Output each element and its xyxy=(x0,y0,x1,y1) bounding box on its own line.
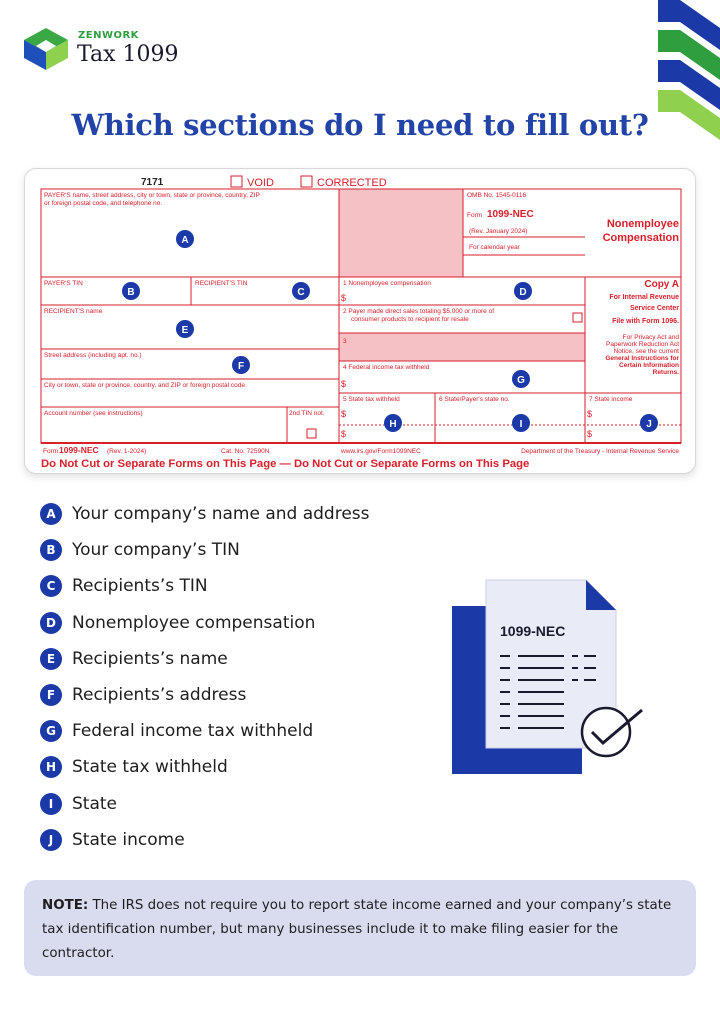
brand-company: ZENWORK xyxy=(78,30,139,41)
legend-text: Your company’s TIN xyxy=(72,540,240,561)
copy-a-line-2: Service Center xyxy=(629,305,679,312)
form-prefix: Form xyxy=(467,212,483,219)
svg-text:F: F xyxy=(237,361,245,372)
second-tin-label: 2nd TIN not. xyxy=(289,410,325,417)
legend-badge: H xyxy=(40,756,62,778)
doc-title: 1099-NEC xyxy=(500,623,566,639)
privacy-5: Certain Information xyxy=(619,362,679,369)
box5-dollar-2: $ xyxy=(341,429,347,439)
treasury-dept: Department of the Treasury - Internal Revenue Service xyxy=(521,448,679,455)
note-label: NOTE: xyxy=(42,898,89,913)
cat-number: Cat. No. 72590N xyxy=(221,448,270,455)
privacy-2: Paperwork Reduction Act xyxy=(606,341,679,348)
marker-g xyxy=(512,370,530,388)
marker-d xyxy=(514,282,532,300)
box6-label: 6 State/Payer's state no. xyxy=(439,396,510,403)
corrected-checkbox xyxy=(301,176,312,187)
svg-text:A: A xyxy=(181,235,189,246)
box5-dollar-1: $ xyxy=(341,409,347,419)
legend-item-g xyxy=(40,713,370,749)
irs-url: www.irs.gov/Form1099NEC xyxy=(341,448,421,455)
omb-number: OMB No. 1545-0116 xyxy=(467,192,527,199)
box7-label: 7 State income xyxy=(589,396,633,403)
void-checkbox xyxy=(231,176,242,187)
calendar-year: For calendar year xyxy=(469,244,520,251)
copy-a-line-3: File with Form 1096. xyxy=(612,318,679,325)
box1-dollar: $ xyxy=(341,293,347,303)
legend-badge: E xyxy=(40,648,62,670)
legend-badge: F xyxy=(40,684,62,706)
payer-info-label: PAYER'S name, street address, city or town, state or province, country, ZIP xyxy=(44,192,260,199)
privacy-4: General Instructions for xyxy=(605,355,679,362)
legend-badge: A xyxy=(40,503,62,525)
legend-text: Recipients’s TIN xyxy=(72,576,208,597)
legend-badge: J xyxy=(40,829,62,851)
footer-revision: (Rev. 1-2024) xyxy=(107,448,147,455)
svg-text:J: J xyxy=(646,419,652,430)
footer-form-name: 1099-NEC xyxy=(59,445,99,455)
form-image xyxy=(35,175,687,471)
payer-tin-label: PAYER'S TIN xyxy=(44,280,83,287)
box2-line-2: consumer products to recipient for resale xyxy=(351,316,469,323)
marker-h xyxy=(384,414,402,432)
recipient-name-label: RECIPIENT'S name xyxy=(44,308,103,315)
legend-item-d xyxy=(40,605,370,641)
form-name: 1099-NEC xyxy=(487,209,534,220)
legend-item-b xyxy=(40,532,370,568)
city-label: City or town, state or province, country, and ZIP or foreign postal code xyxy=(44,382,245,389)
brand-logo xyxy=(22,24,182,74)
legend-item-c xyxy=(40,568,370,604)
privacy-6: Returns. xyxy=(652,369,679,376)
form-code: 7171 xyxy=(141,177,164,188)
legend-text: State xyxy=(72,793,117,814)
form-title-1: Nonemployee xyxy=(606,218,679,230)
legend-item-j xyxy=(40,822,370,858)
legend-text: Recipients’s name xyxy=(72,648,228,669)
zenwork-logo-icon xyxy=(22,26,70,72)
marker-e xyxy=(176,320,194,338)
void-label: VOID xyxy=(247,177,274,189)
recipient-tin-label: RECIPIENT'S TIN xyxy=(195,280,248,287)
box5-label: 5 State tax withheld xyxy=(343,396,400,403)
marker-b xyxy=(122,282,140,300)
legend-text: Recipients’s address xyxy=(72,685,247,706)
marker-c xyxy=(292,282,310,300)
marker-f xyxy=(232,356,250,374)
legend-text: Nonemployee compensation xyxy=(72,612,316,633)
legend-text: State income xyxy=(72,829,185,850)
legend-item-e xyxy=(40,641,370,677)
marker-i xyxy=(512,414,530,432)
svg-text:I: I xyxy=(519,419,523,430)
box4-label: 4 Federal income tax withheld xyxy=(343,364,430,371)
document-checkmark-icon xyxy=(446,576,656,776)
box2-line-1: 2 Payer made direct sales totaling $5,000 or more of xyxy=(343,308,495,315)
legend-text: Your company’s name and address xyxy=(72,504,370,525)
box4-dollar: $ xyxy=(341,379,347,389)
svg-text:H: H xyxy=(389,419,397,430)
svg-text:B: B xyxy=(127,287,135,298)
legend-badge: D xyxy=(40,612,62,634)
box3-label: 3 xyxy=(343,338,347,345)
legend-item-h xyxy=(40,749,370,785)
note-box xyxy=(24,880,696,976)
svg-text:C: C xyxy=(297,287,305,298)
legend-item-a xyxy=(40,496,370,532)
form-revision: (Rev. January 2024) xyxy=(469,228,528,235)
legend-badge: C xyxy=(40,575,62,597)
legend-badge: G xyxy=(40,720,62,742)
page-title: Which sections do I need to fill out? xyxy=(71,108,649,142)
form-title-2: Compensation xyxy=(602,232,679,244)
svg-text:G: G xyxy=(517,375,525,386)
copy-a-line-1: For Internal Revenue xyxy=(609,294,679,301)
note-text: The IRS does not require you to report state income earned and your company’s state tax identification number, but many businesses include it to make filing easier for the contractor. xyxy=(42,898,672,961)
brand-product: Tax 1099 xyxy=(77,42,179,67)
street-label: Street address (including apt. no.) xyxy=(44,352,142,359)
marker-a xyxy=(176,230,194,248)
legend-text: Federal income tax withheld xyxy=(72,721,314,742)
corrected-label: CORRECTED xyxy=(317,177,387,189)
svg-text:E: E xyxy=(181,325,189,336)
form-1099-nec xyxy=(24,168,696,474)
legend-badge: I xyxy=(40,793,62,815)
copy-a: Copy A xyxy=(644,279,679,290)
legend-item-i xyxy=(40,786,370,822)
account-label: Account number (see instructions) xyxy=(44,410,143,417)
section-legend xyxy=(40,496,370,858)
privacy-3: Notice, see the current xyxy=(613,348,679,355)
legend-badge: B xyxy=(40,539,62,561)
privacy-1: For Privacy Act and xyxy=(622,334,679,341)
svg-text:D: D xyxy=(519,287,527,298)
legend-item-f xyxy=(40,677,370,713)
box7-dollar-1: $ xyxy=(587,409,593,419)
legend-text: State tax withheld xyxy=(72,757,228,778)
box7-dollar-2: $ xyxy=(587,429,593,439)
do-not-cut: Do Not Cut or Separate Forms on This Page — Do Not Cut or Separate Forms on This Page xyxy=(41,458,530,470)
box1-label: 1 Nonemployee compensation xyxy=(343,280,431,287)
marker-j xyxy=(640,414,658,432)
payer-info-label-2: or foreign postal code, and telephone no. xyxy=(44,200,163,207)
footer-form-prefix: Form xyxy=(43,448,59,455)
